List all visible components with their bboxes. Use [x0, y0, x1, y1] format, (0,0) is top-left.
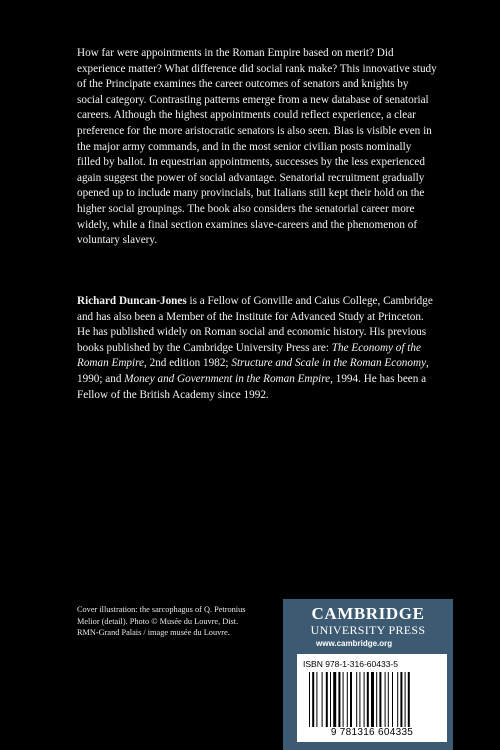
barcode-icon — [309, 672, 435, 727]
barcode-digits: 9 781316 604335 — [330, 727, 414, 738]
publisher-logo-name: CAMBRIDGE — [311, 604, 425, 623]
publisher-url: www.cambridge.org — [316, 639, 393, 648]
bio-text-3: , 1990; and — [77, 357, 429, 385]
bio-text-2: , 2nd edition 1982; — [144, 357, 232, 370]
publisher-logo-subtitle: UNIVERSITY PRESS — [310, 623, 426, 637]
bio-text-1: is a Fellow of Gonville and Caius College, Cambridge and has also been a Member of the Institute for Advanced Study at Princeton. He has published widely on Roman social and economic history. His previous books published by the Cambridge University Press are: — [77, 295, 433, 354]
book-title-1: The Economy of the Roman Empire — [77, 341, 421, 370]
publisher-panel — [283, 599, 453, 750]
author-bio — [77, 294, 437, 403]
isbn-label: ISBN 978-1-316-60433-5 — [303, 659, 398, 669]
cover-illustration-credit: Cover illustration: the sarcophagus of Q. Petronius Melior (detail). Photo © Musée du Louvre, Dist. RMN-Grand Palais / image musée du Louvre. — [77, 605, 246, 638]
barcode-box — [297, 654, 447, 742]
author-name: Richard Duncan-Jones — [77, 295, 187, 307]
book-title-3: Money and Government in the Roman Empire — [124, 372, 331, 385]
back-cover-blurb: How far were appointments in the Roman Empire based on merit? Did experience matter? What difference did social rank make? This innovative study of the Principate examines the career outcomes of senators and knights by social category. Contrasting patterns emerge from a new database of senatorial careers. Although the highest appointments could reflect experience, a clear preference for the more aristocratic senators is also seen. Bias is visible even in the major army commands, and in the most senior civilian posts nominally filled by ballot. In equestrian appointments, successes by the less experienced again suggest the power of social advantage. Senatorial recruitment gradually opened up to include many provincials, but Italians still kept their hold on the higher social groupings. The book also considers the senatorial career more widely, while a final section examines slave-careers and the phenomenon of voluntary slavery. — [77, 47, 437, 247]
bio-text-4: , 1994. He has been a Fellow of the British Academy since 1992. — [77, 372, 427, 401]
book-title-2: Structure and Scale in the Roman Economy — [231, 357, 427, 370]
